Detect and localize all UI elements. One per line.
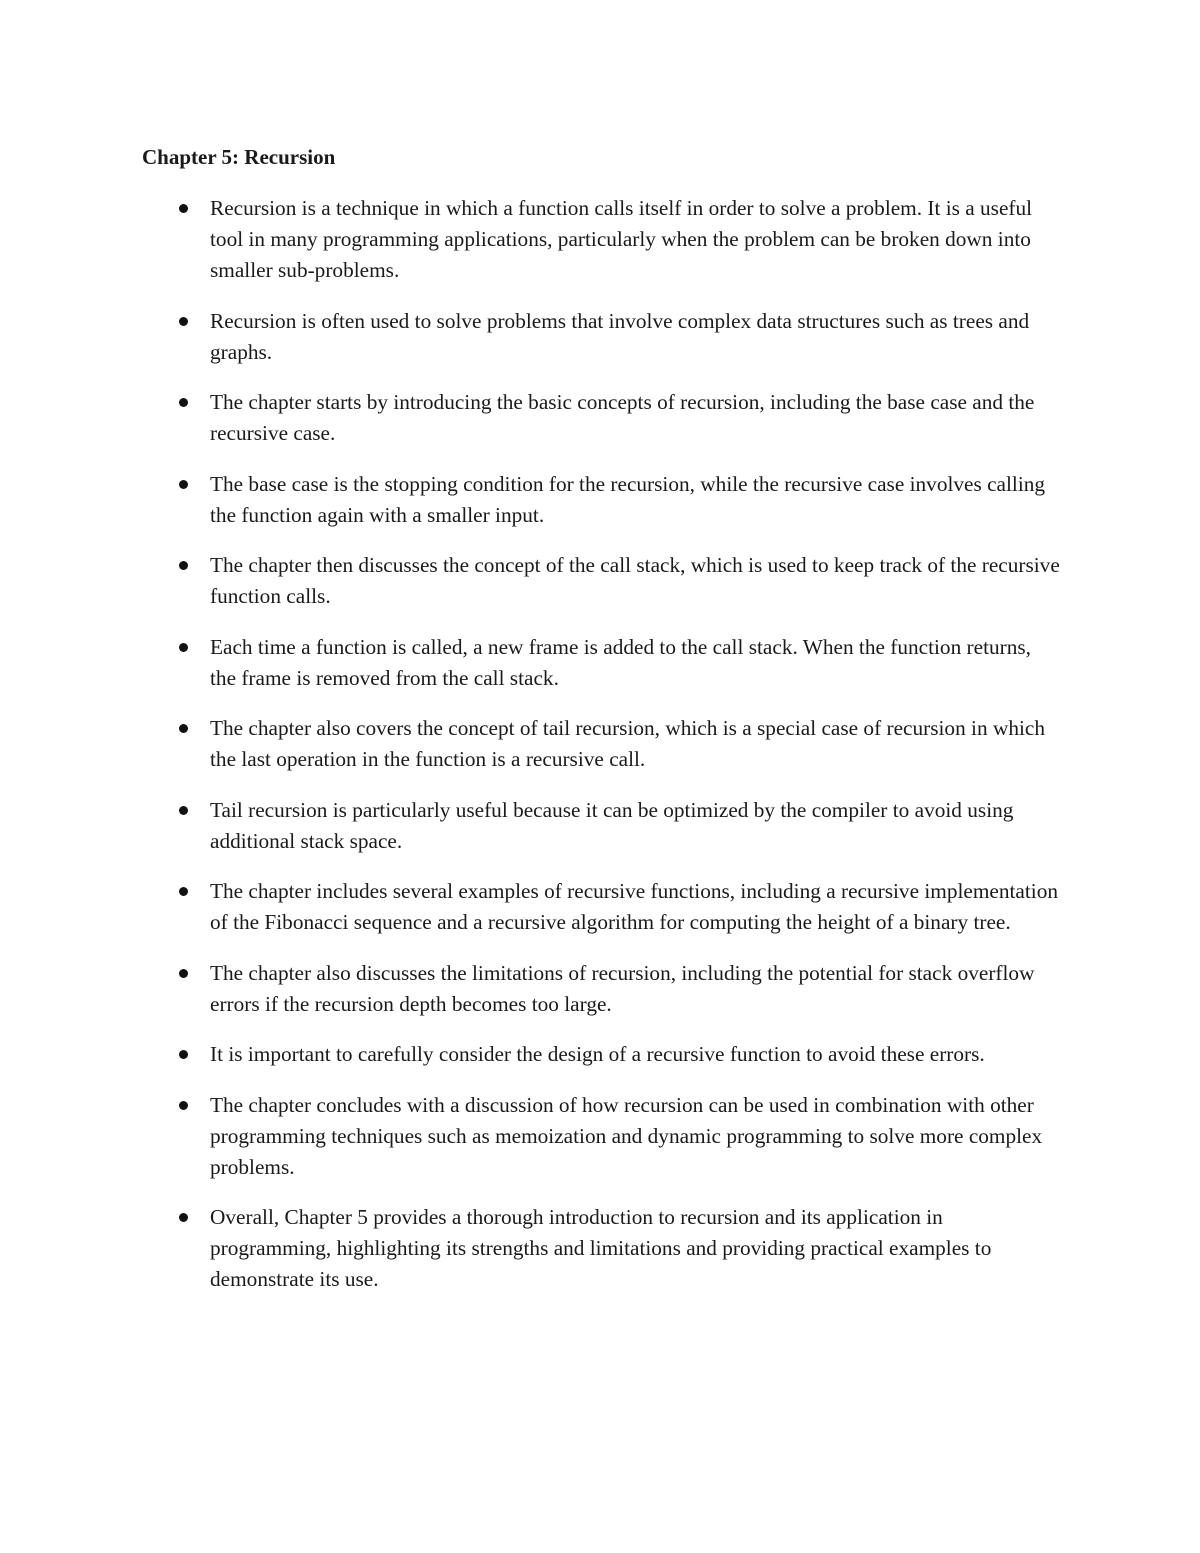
bullet-item [0, 713, 1060, 775]
bullet-item [0, 1039, 1060, 1070]
bullet-dot-icon [179, 806, 188, 815]
bullet-text: Each time a function is called, a new frame is added to the call stack. When the function returns, the frame is removed from the call stack. [210, 634, 1032, 690]
bullet-list [0, 193, 1200, 1315]
bullet-dot-icon [179, 480, 188, 489]
bullet-item [0, 1090, 1060, 1183]
bullet-text: Overall, Chapter 5 provides a thorough introduction to recursion and its application in programming, highlighting its strengths and limitations and providing practical examples to demonstrate its use. [210, 1205, 992, 1291]
bullet-text: The chapter also discusses the limitations of recursion, including the potential for stack overflow errors if the recursion depth becomes too large. [210, 960, 1035, 1016]
bullet-dot-icon [179, 204, 188, 213]
bullet-dot-icon [179, 398, 188, 407]
bullet-item [0, 958, 1060, 1020]
bullet-item [0, 550, 1060, 612]
bullet-item [0, 387, 1060, 449]
bullet-item [0, 795, 1060, 857]
chapter-title: Chapter 5: Recursion [142, 145, 336, 169]
bullet-text: The chapter includes several examples of recursive functions, including a recursive implementation of the Fibonacci sequence and a recursive algorithm for computing the height of a binary tree. [210, 879, 1059, 934]
bullet-dot-icon [179, 643, 188, 652]
bullet-item [0, 193, 1060, 286]
bullet-dot-icon [179, 1101, 188, 1110]
bullet-text: The base case is the stopping condition for the recursion, while the recursive case involves calling the function again with a smaller input. [210, 471, 1046, 527]
bullet-item [0, 306, 1060, 368]
bullet-dot-icon [179, 317, 188, 326]
bullet-dot-icon [179, 724, 188, 733]
bullet-dot-icon [179, 561, 188, 570]
bullet-dot-icon [179, 1050, 188, 1059]
bullet-dot-icon [179, 1213, 188, 1222]
bullet-text: The chapter concludes with a discussion of how recursion can be used in combination with other programming techniques such as memoization and dynamic programming to solve more complex problems. [210, 1092, 1043, 1179]
bullet-text: The chapter starts by introducing the basic concepts of recursion, including the base case and the recursive case. [210, 390, 1035, 445]
bullet-dot-icon [179, 887, 188, 896]
bullet-text: Recursion is a technique in which a function calls itself in order to solve a problem. It is a useful tool in many programming applications, particularly when the problem can be broken down into smaller sub-problems. [210, 196, 1033, 282]
bullet-text: The chapter then discusses the concept of the call stack, which is used to keep track of the recursive function calls. [210, 553, 1060, 608]
bullet-item [0, 469, 1060, 531]
bullet-text: It is important to carefully consider the design of a recursive function to avoid these errors. [210, 1042, 985, 1066]
bullet-text: The chapter also covers the concept of tail recursion, which is a special case of recursion in which the last operation in the function is a recursive call. [210, 716, 1045, 771]
bullet-item [0, 876, 1060, 938]
bullet-text: Recursion is often used to solve problems that involve complex data structures such as trees and graphs. [210, 308, 1030, 364]
bullet-item [0, 632, 1060, 694]
bullet-text: Tail recursion is particularly useful because it can be optimized by the compiler to avoid using additional stack space. [210, 797, 1014, 853]
bullet-item [0, 1202, 1060, 1295]
bullet-dot-icon [179, 969, 188, 978]
